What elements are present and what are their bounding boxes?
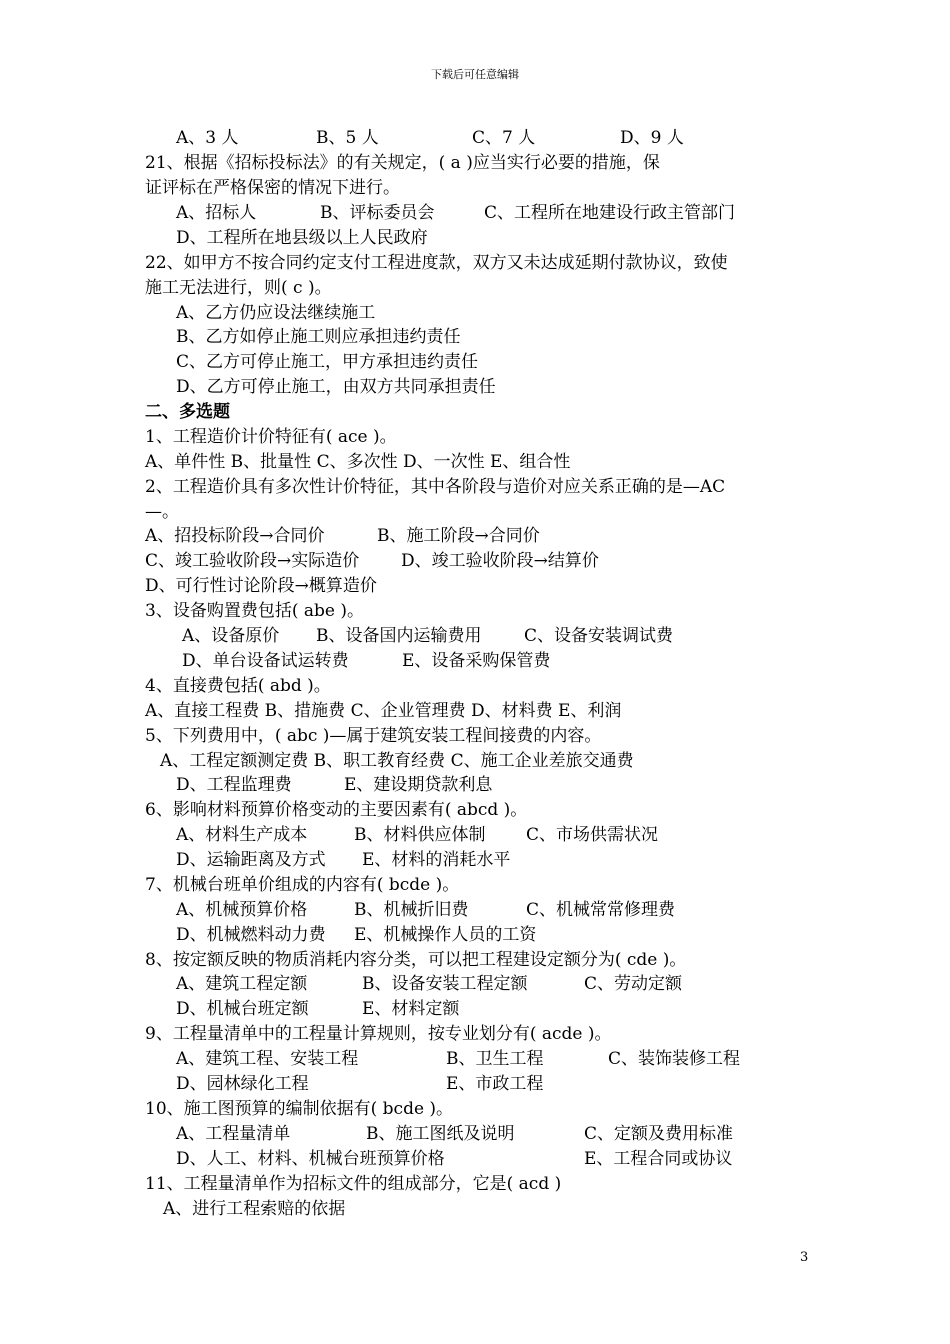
text-line: A、建筑工程定额 <box>176 974 308 994</box>
text-line: D、竣工验收阶段→结算价 <box>401 551 599 571</box>
text-line: 施工无法进行，则( c )。 <box>145 278 332 298</box>
page-header: 下载后可任意编辑 <box>431 68 519 81</box>
text-line: 3、设备购置费包括( abe )。 <box>145 601 364 621</box>
section-heading: 二、多选题 <box>145 402 230 422</box>
text-line: B、设备安装工程定额 <box>362 974 528 994</box>
text-line: A、单件性 B、批量性 C、多次性 D、一次性 E、组合性 <box>145 452 571 472</box>
text-line: B、施工图纸及说明 <box>366 1124 515 1144</box>
text-line: B、评标委员会 <box>320 203 435 223</box>
text-line: 4、直接费包括( abd )。 <box>145 676 331 696</box>
text-line: E、建设期贷款利息 <box>344 775 493 795</box>
text-line: D、可行性讨论阶段→概算造价 <box>145 576 377 596</box>
text-line: B、设备国内运输费用 <box>316 626 482 646</box>
text-line: C、乙方可停止施工，甲方承担违约责任 <box>176 352 479 372</box>
text-line: 证评标在严格保密的情况下进行。 <box>145 178 400 198</box>
text-line: C、装饰装修工程 <box>608 1049 741 1069</box>
text-line: A、招标人 <box>176 203 257 223</box>
text-line: A、3 人 <box>176 128 239 148</box>
text-line: A、直接工程费 B、措施费 C、企业管理费 D、材料费 E、利润 <box>145 701 622 721</box>
text-line: C、机械常常修理费 <box>526 900 676 920</box>
page-number: 3 <box>800 1250 809 1265</box>
text-line: D、园林绿化工程 <box>176 1074 309 1094</box>
text-line: D、人工、材料、机械台班预算价格 <box>176 1149 445 1169</box>
text-line: 2、工程造价具有多次性计价特征，其中各阶段与造价对应关系正确的是—AC <box>145 477 726 497</box>
text-line: A、建筑工程、安装工程 <box>176 1049 359 1069</box>
text-line: E、工程合同或协议 <box>584 1149 733 1169</box>
text-line: 6、影响材料预算价格变动的主要因素有( abcd )。 <box>145 800 528 820</box>
text-line: A、设备原价 <box>182 626 280 646</box>
text-line: D、工程监理费 <box>176 775 292 795</box>
text-line: E、材料的消耗水平 <box>362 850 511 870</box>
text-line: E、机械操作人员的工资 <box>354 925 537 945</box>
text-line: D、乙方可停止施工，由双方共同承担责任 <box>176 377 496 397</box>
text-line: C、7 人 <box>472 128 536 148</box>
text-line: 11、工程量清单作为招标文件的组成部分，它是( acd ) <box>145 1174 562 1194</box>
text-line: D、9 人 <box>620 128 684 148</box>
text-line: 5、下列费用中，( abc )—属于建筑安装工程间接费的内容。 <box>145 726 602 746</box>
text-line: D、工程所在地县级以上人民政府 <box>176 228 428 248</box>
text-line: B、材料供应体制 <box>354 825 486 845</box>
text-line: D、单台设备试运转费 <box>182 651 349 671</box>
text-line: 8、按定额反映的物质消耗内容分类，可以把工程建设定额分为( cde )。 <box>145 950 687 970</box>
text-line: C、竣工验收阶段→实际造价 <box>145 551 360 571</box>
text-line: B、乙方如停止施工则应承担违约责任 <box>176 327 461 347</box>
text-line: D、机械燃料动力费 <box>176 925 326 945</box>
text-line: A、机械预算价格 <box>176 900 308 920</box>
text-line: 21、根据《招标投标法》的有关规定，( a )应当实行必要的措施，保 <box>145 153 660 173</box>
text-line: A、招投标阶段→合同价 <box>145 526 325 546</box>
text-line: C、定额及费用标准 <box>584 1124 734 1144</box>
text-line: B、机械折旧费 <box>354 900 469 920</box>
text-line: B、施工阶段→合同价 <box>377 526 540 546</box>
text-line: B、5 人 <box>316 128 379 148</box>
text-line: A、进行工程索赔的依据 <box>163 1199 346 1219</box>
text-line: D、运输距离及方式 <box>176 850 326 870</box>
text-line: E、设备采购保管费 <box>402 651 551 671</box>
text-line: 1、工程造价计价特征有( ace )。 <box>145 427 397 447</box>
text-line: 7、机械台班单价组成的内容有( bcde )。 <box>145 875 460 895</box>
text-line: E、材料定额 <box>362 999 460 1019</box>
text-line: A、乙方仍应设法继续施工 <box>176 303 376 323</box>
text-line: C、劳动定额 <box>584 974 683 994</box>
text-line: C、设备安装调试费 <box>524 626 674 646</box>
text-line: A、工程定额测定费 B、职工教育经费 C、施工企业差旅交通费 <box>160 751 634 771</box>
text-line: A、工程量清单 <box>176 1124 291 1144</box>
text-line: 22、如甲方不按合同约定支付工程进度款，双方又未达成延期付款协议，致使 <box>145 253 728 273</box>
text-line: —。 <box>145 502 179 522</box>
text-line: 9、工程量清单中的工程量计算规则，按专业划分有( acde )。 <box>145 1024 612 1044</box>
text-line: C、市场供需状况 <box>526 825 659 845</box>
text-line: D、机械台班定额 <box>176 999 309 1019</box>
text-line: C、工程所在地建设行政主管部门 <box>484 203 736 223</box>
text-line: B、卫生工程 <box>446 1049 544 1069</box>
text-line: A、材料生产成本 <box>176 825 308 845</box>
text-line: 10、施工图预算的编制依据有( bcde )。 <box>145 1099 454 1119</box>
text-line: E、市政工程 <box>446 1074 544 1094</box>
